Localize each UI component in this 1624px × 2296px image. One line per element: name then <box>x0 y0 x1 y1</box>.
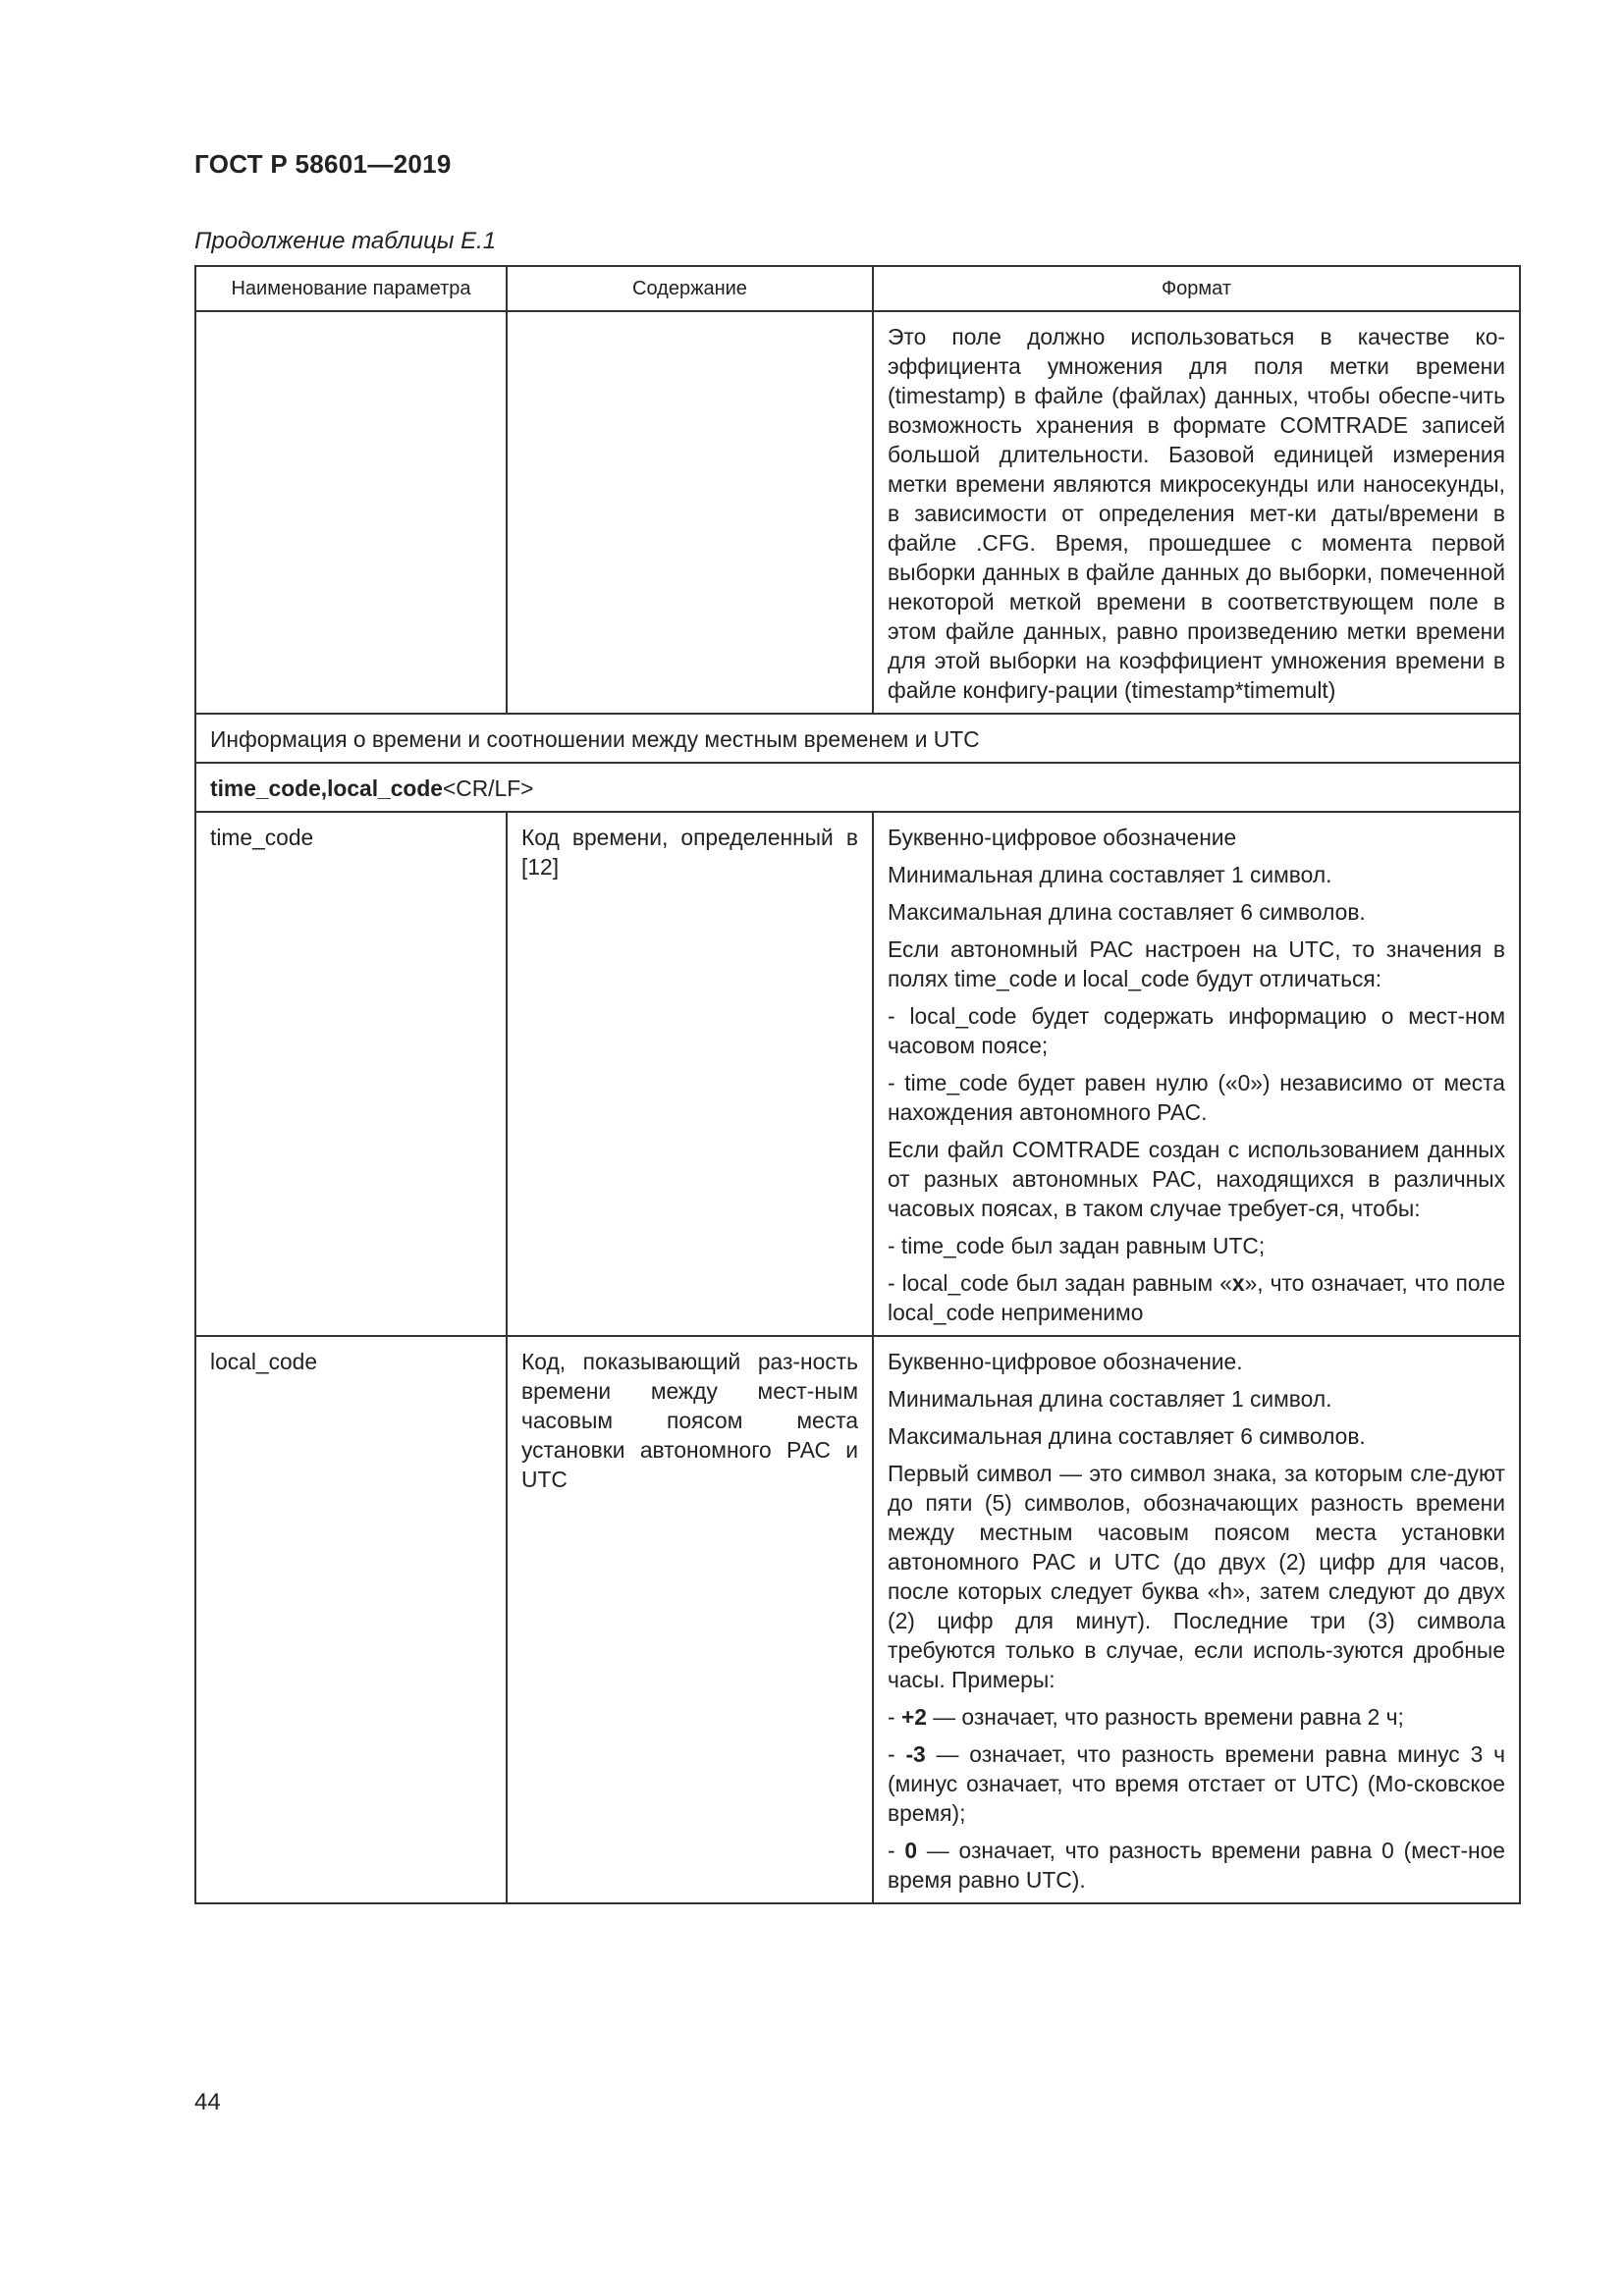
cell-name-empty <box>195 311 507 714</box>
section-line-terminator: <CR/LF> <box>442 775 534 801</box>
text-run: — означает, что разность времени равна минус 3 ч (минус означает, что время отстает от UTC) (Мо-сковское время); <box>888 1741 1505 1826</box>
table-header-row <box>195 266 1520 311</box>
text-run: - <box>888 1741 906 1767</box>
text-run-bold: -3 <box>905 1741 926 1767</box>
document-title: ГОСТ Р 58601—2019 <box>194 149 452 179</box>
section-line-fields: time_code,local_code <box>210 775 443 801</box>
format-paragraph: Первый символ — это символ знака, за которым сле-дуют до пяти (5) символов, обозначающих разность времени между местным часовым поясом места установки автономного РАС и UTC (до двух (2) цифр для часов, после которых следует буква «h», затем следуют до двух (2) цифр для минут). Последние три (3) символа требуются только в случае, если исполь-зуются дробные часы. Примеры: <box>888 1461 1505 1692</box>
format-paragraph: Максимальная длина составляет 6 символов. <box>888 1423 1366 1449</box>
table-row-time-code <box>195 812 1520 1336</box>
parameters-table <box>194 265 1521 1904</box>
example-paragraph <box>888 1702 1505 1732</box>
format-paragraph-last <box>888 1268 1505 1327</box>
format-paragraph: Если файл COMTRADE создан с использованием данных от разных автономных РАС, находящихся в различных часовых поясах, в таком случае требует-ся, чтобы: <box>888 1137 1505 1221</box>
format-paragraph: Если автономный РАС настроен на UTC, то значения в полях time_code и local_code будут отличаться: <box>888 936 1505 991</box>
format-paragraph: - local_code будет содержать информацию о мест-ном часовом поясе; <box>888 1003 1505 1058</box>
text-run: — означает, что разность времени равна 2 ч; <box>926 1704 1404 1730</box>
table-row-local-code <box>195 1336 1520 1903</box>
example-paragraph <box>888 1836 1505 1895</box>
cell-content-empty <box>507 311 873 714</box>
text-run: — означает, что разность времени равна 0 (мест-ное время равно UTC). <box>888 1838 1505 1893</box>
table-section-row-info <box>195 714 1520 763</box>
table-row-timemult <box>195 311 1520 714</box>
column-header-parameter: Наименование параметра <box>195 266 507 311</box>
cell-format-local-code <box>873 1336 1520 1903</box>
format-paragraph: - time_code будет равен нулю («0») независимо от места нахождения автономного РАС. <box>888 1070 1505 1125</box>
cell-name-time-code: time_code <box>195 812 507 1336</box>
format-paragraph: Буквенно-цифровое обозначение. <box>888 1349 1243 1374</box>
format-paragraph: Максимальная длина составляет 6 символов. <box>888 899 1366 925</box>
cell-content-time-code: Код времени, определенный в [12] <box>507 812 873 1336</box>
table-caption: Продолжение таблицы Е.1 <box>194 228 497 254</box>
text-run: - local_code был задан равным « <box>888 1270 1232 1296</box>
text-run: - <box>888 1704 901 1730</box>
page-number: 44 <box>194 2089 221 2115</box>
cell-name-local-code: local_code <box>195 1336 507 1903</box>
cell-format-timemult: Это поле должно использоваться в качестве ко-эффициента умножения для поля метки времени (timestamp) в файле (файлах) данных, чтобы обеспе-чить возможность хранения в формате COMTRADE записей большой длительности. Базовой единицей измерения метки времени являются микросекунды или наносекунды, в зависимости от определения мет-ки даты/времени в файле .CFG. Время, прошедшее с момента первой выборки данных в файле данных до выборки, помеченной некоторой меткой времени в соответствующем поле в этом файле данных, равно произведению метки времени для этой выборки на коэффициент умножения времени в файле конфигу-рации (timestamp*timemult) <box>873 311 1520 714</box>
text-run-bold: +2 <box>900 1704 927 1730</box>
format-paragraph: - time_code был задан равным UTC; <box>888 1233 1266 1258</box>
format-paragraph: Буквенно-цифровое обозначение <box>888 825 1237 850</box>
text-run-bold: x <box>1231 1270 1245 1296</box>
format-paragraph: Минимальная длина составляет 1 символ. <box>888 862 1332 887</box>
section-info-cell: Информация о времени и соотношении между местным временем и UTC <box>195 714 1520 763</box>
text-run: - <box>888 1838 905 1863</box>
cell-content-local-code: Код, показывающий раз-ность времени между мест-ным часовым поясом места установки автономного РАС и UTC <box>507 1336 873 1903</box>
column-header-format: Формат <box>873 266 1520 311</box>
cell-format-time-code <box>873 812 1520 1336</box>
text-run-bold: 0 <box>904 1838 918 1863</box>
text-run: », что означает, что поле local_code неприменимо <box>888 1270 1506 1325</box>
column-header-content: Содержание <box>507 266 873 311</box>
table-section-row-line <box>195 763 1520 812</box>
format-paragraph: Минимальная длина составляет 1 символ. <box>888 1386 1332 1412</box>
example-paragraph <box>888 1739 1505 1828</box>
section-line-cell <box>195 763 1520 812</box>
